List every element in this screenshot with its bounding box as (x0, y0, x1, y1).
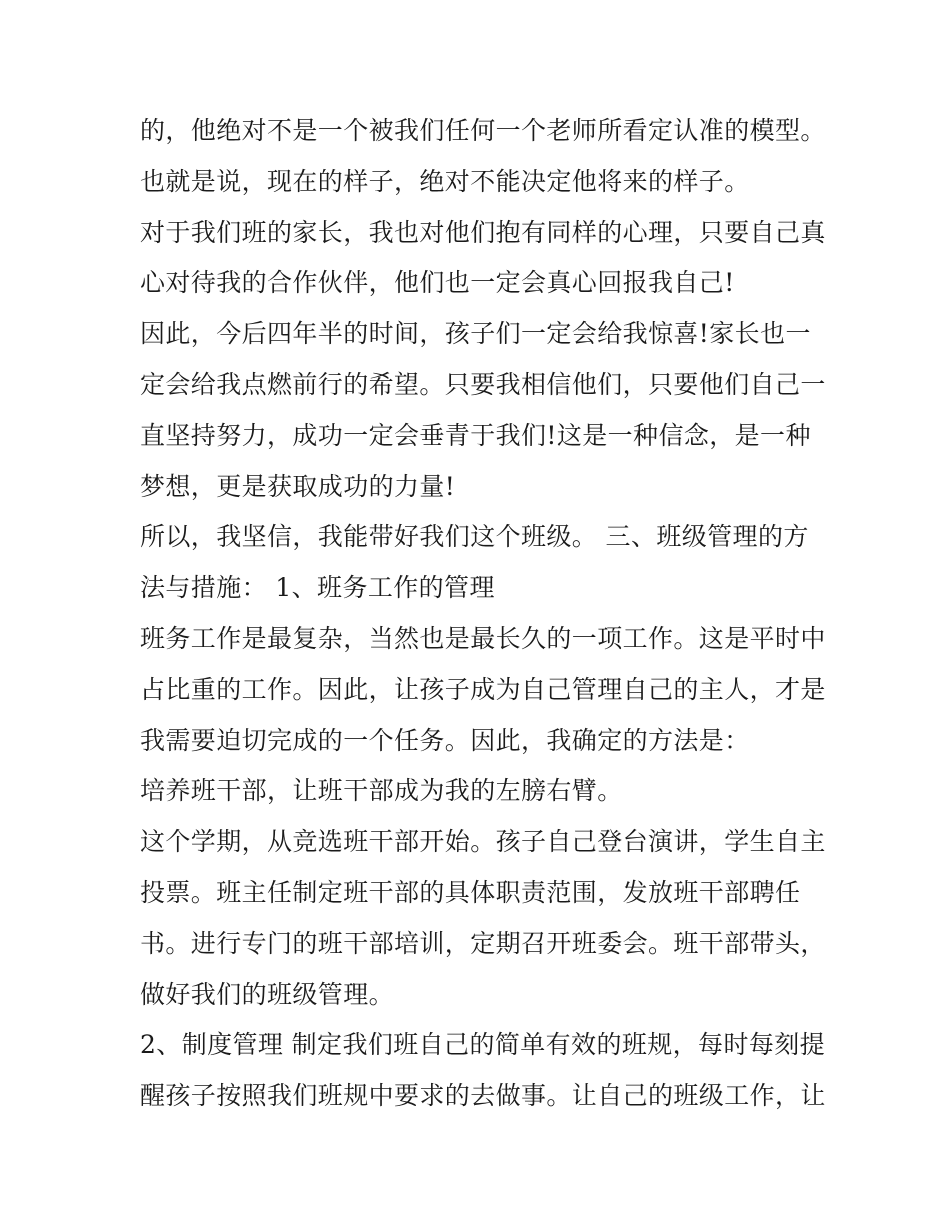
text-line: 我需要迫切完成的一个任务。因此，我确定的方法是： (140, 725, 750, 755)
text-line: 做好我们的班级管理。 (140, 979, 395, 1009)
text-line: 对于我们班的家长，我也对他们抱有同样的心理，只要自己真 (140, 217, 826, 247)
text-line: 2、制度管理 制定我们班自己的简单有效的班规，每时每刻提 (140, 1030, 826, 1060)
text-line: 投票。班主任制定班干部的具体职责范围，发放班干部聘任 (140, 877, 801, 907)
text-line: 班务工作是最复杂，当然也是最长久的一项工作。这是平时中 (140, 623, 826, 653)
text-line: 书。进行专门的班干部培训，定期召开班委会。班干部带头， (140, 928, 826, 958)
text-line: 的，他绝对不是一个被我们任何一个老师所看定认准的模型。 (140, 116, 826, 145)
text-line: 梦想，更是获取成功的力量! (140, 471, 456, 501)
text-line: 所以，我坚信，我能带好我们这个班级。 三、班级管理的方 (140, 522, 809, 552)
text-line: 直坚持努力，成功一定会垂青于我们!这是一种信念，是一种 (140, 420, 811, 450)
document-body (140, 106, 826, 1122)
text-line: 醒孩子按照我们班规中要求的去做事。让自己的班级工作，让 (140, 1081, 826, 1111)
text-line: 法与措施： 1、班务工作的管理 (140, 573, 495, 603)
text-line: 培养班干部，让班干部成为我的左膀右臂。 (140, 776, 623, 806)
text-line: 占比重的工作。因此，让孩子成为自己管理自己的主人，才是 (140, 674, 826, 704)
text-line: 这个学期，从竞选班干部开始。孩子自己登台演讲，学生自主 (140, 827, 826, 857)
text-line: 定会给我点燃前行的希望。只要我相信他们，只要他们自己一 (140, 369, 826, 399)
text-line: 心对待我的合作伙伴，他们也一定会真心回报我自己! (140, 268, 735, 298)
text-line: 也就是说，现在的样子，绝对不能决定他将来的样子。 (140, 166, 750, 196)
text-line: 因此，今后四年半的时间，孩子们一定会给我惊喜!家长也一 (140, 319, 811, 349)
